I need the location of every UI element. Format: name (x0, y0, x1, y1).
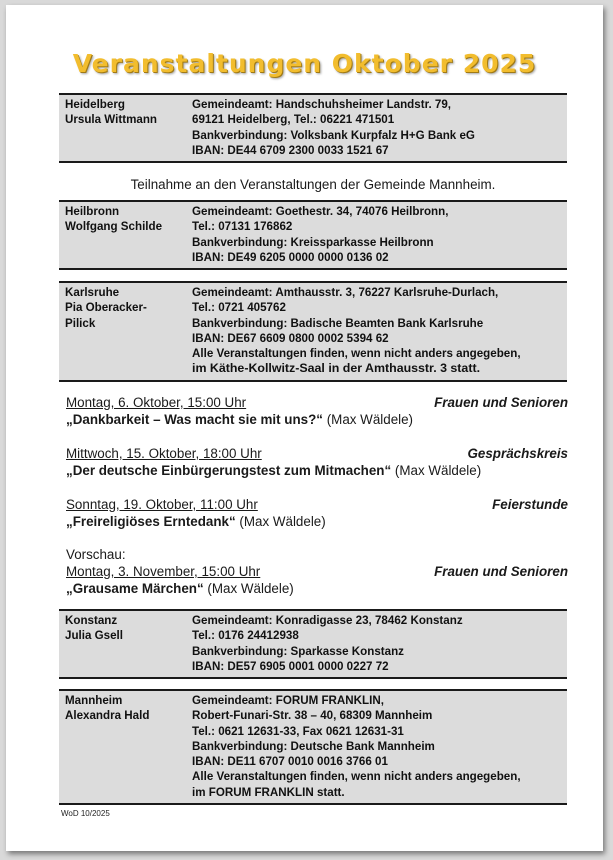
info-line: Gemeindeamt: Handschuhsheimer Landstr. 79, (192, 98, 452, 111)
event-category: Feierstunde (492, 497, 568, 512)
community-block-heilbronn (59, 200, 567, 270)
event-title: „Dankbarkeit – Was macht sie mit uns?“ (66, 412, 323, 427)
contact-info (192, 613, 567, 674)
community-block-heidelberg (59, 93, 567, 163)
info-line: Tel.: 0621 12631-33, Fax 0621 12631-31 (192, 724, 404, 738)
info-line: Tel.: 0721 405762 (192, 301, 286, 315)
participation-note: Teilnahme an den Veranstaltungen der Gemeinde Mannheim. (130, 177, 496, 192)
info-line: Gemeindeamt: Goethestr. 34, 74076 Heilbronn, (192, 205, 449, 218)
community-block-mannheim (59, 689, 567, 805)
person-name: Alexandra Hald (65, 709, 150, 723)
event-category: Gesprächskreis (467, 446, 568, 461)
event-speaker: (Max Wäldele) (203, 581, 294, 596)
event-speaker: (Max Wäldele) (391, 463, 482, 478)
person-name-cont: Pilick (65, 316, 96, 330)
contact-info (192, 693, 567, 800)
person-name: Ursula Wittmann (65, 113, 158, 127)
info-line: Gemeindeamt: Konradigasse 23, 78462 Konstanz (192, 614, 463, 627)
event-category: Frauen und Senioren (434, 564, 568, 579)
info-line: IBAN: DE49 6205 0000 0000 0136 02 (192, 250, 389, 264)
event-date: Montag, 3. November, 15:00 Uhr (66, 564, 261, 579)
person-name: Julia Gsell (65, 629, 123, 643)
document-footer: WoD 10/2025 (61, 809, 110, 818)
info-line: IBAN: DE67 6609 0800 0002 5394 62 (192, 331, 389, 345)
info-line: Alle Veranstaltungen finden, wenn nicht anders angegeben, (192, 770, 521, 784)
info-line: Alle Veranstaltungen finden, wenn nicht anders angegeben, (192, 347, 521, 361)
event-item (66, 394, 568, 428)
info-line: 69121 Heidelberg, Tel.: 06221 471501 (192, 113, 395, 127)
city-name: Konstanz (65, 614, 118, 627)
person-name: Wolfgang Schilde (65, 220, 163, 234)
page-title: Veranstaltungen Oktober 2025 (72, 49, 537, 78)
info-line: Bankverbindung: Volksbank Kurpfalz H+G Bank eG (192, 128, 475, 142)
contact-name (65, 204, 185, 235)
event-speaker: (Max Wäldele) (235, 514, 326, 529)
city-name: Heidelberg (65, 98, 125, 111)
event-speaker: (Max Wäldele) (322, 412, 414, 427)
community-block-konstanz (59, 609, 567, 679)
event-date: Montag, 6. Oktober, 15:00 Uhr (66, 395, 247, 410)
document-page (6, 5, 603, 851)
info-line: IBAN: DE11 6707 0010 0016 3766 01 (192, 755, 388, 769)
city-name: Karlsruhe (65, 286, 120, 299)
contact-info (192, 97, 567, 158)
info-line-venue: im Käthe-Kollwitz-Saal in der Amthausstr. 3 statt. (192, 361, 481, 376)
event-title: „Grausame Märchen“ (66, 581, 204, 596)
person-name: Pia Oberacker- (65, 301, 147, 315)
info-line: Gemeindeamt: FORUM FRANKLIN, (192, 694, 384, 707)
event-date: Sonntag, 19. Oktober, 11:00 Uhr (66, 497, 258, 512)
event-title: „Freireligiöses Erntedank“ (66, 514, 236, 529)
event-item (66, 496, 568, 530)
event-category: Frauen und Senioren (434, 395, 568, 410)
contact-name (65, 613, 185, 644)
community-block-karlsruhe (59, 281, 567, 382)
info-line: Bankverbindung: Deutsche Bank Mannheim (192, 739, 435, 753)
info-line: Bankverbindung: Sparkasse Konstanz (192, 644, 404, 658)
event-title: „Der deutsche Einbürgerungstest zum Mitmachen“ (66, 463, 392, 478)
info-line: Tel.: 0176 24412938 (192, 629, 299, 643)
contact-info (192, 204, 567, 265)
preview-event (66, 546, 568, 597)
contact-info (192, 285, 567, 377)
city-name: Mannheim (65, 694, 123, 707)
info-line: IBAN: DE57 6905 0001 0000 0227 72 (192, 659, 389, 673)
info-line: Bankverbindung: Kreissparkasse Heilbronn (192, 235, 434, 249)
info-line: im FORUM FRANKLIN statt. (192, 785, 345, 799)
info-line: IBAN: DE44 6709 2300 0033 1521 67 (192, 143, 389, 157)
event-item (66, 445, 568, 479)
info-line: Bankverbindung: Badische Beamten Bank Karlsruhe (192, 316, 484, 330)
contact-name (65, 97, 185, 128)
info-line: Gemeindeamt: Amthausstr. 3, 76227 Karlsruhe-Durlach, (192, 286, 499, 299)
contact-name (65, 285, 185, 331)
contact-name (65, 693, 185, 724)
preview-label: Vorschau: (66, 547, 126, 562)
city-name: Heilbronn (65, 205, 120, 218)
info-line: Robert-Funari-Str. 38 – 40, 68309 Mannheim (192, 709, 433, 723)
info-line: Tel.: 07131 176862 (192, 220, 293, 234)
event-date: Mittwoch, 15. Oktober, 18:00 Uhr (66, 446, 262, 461)
